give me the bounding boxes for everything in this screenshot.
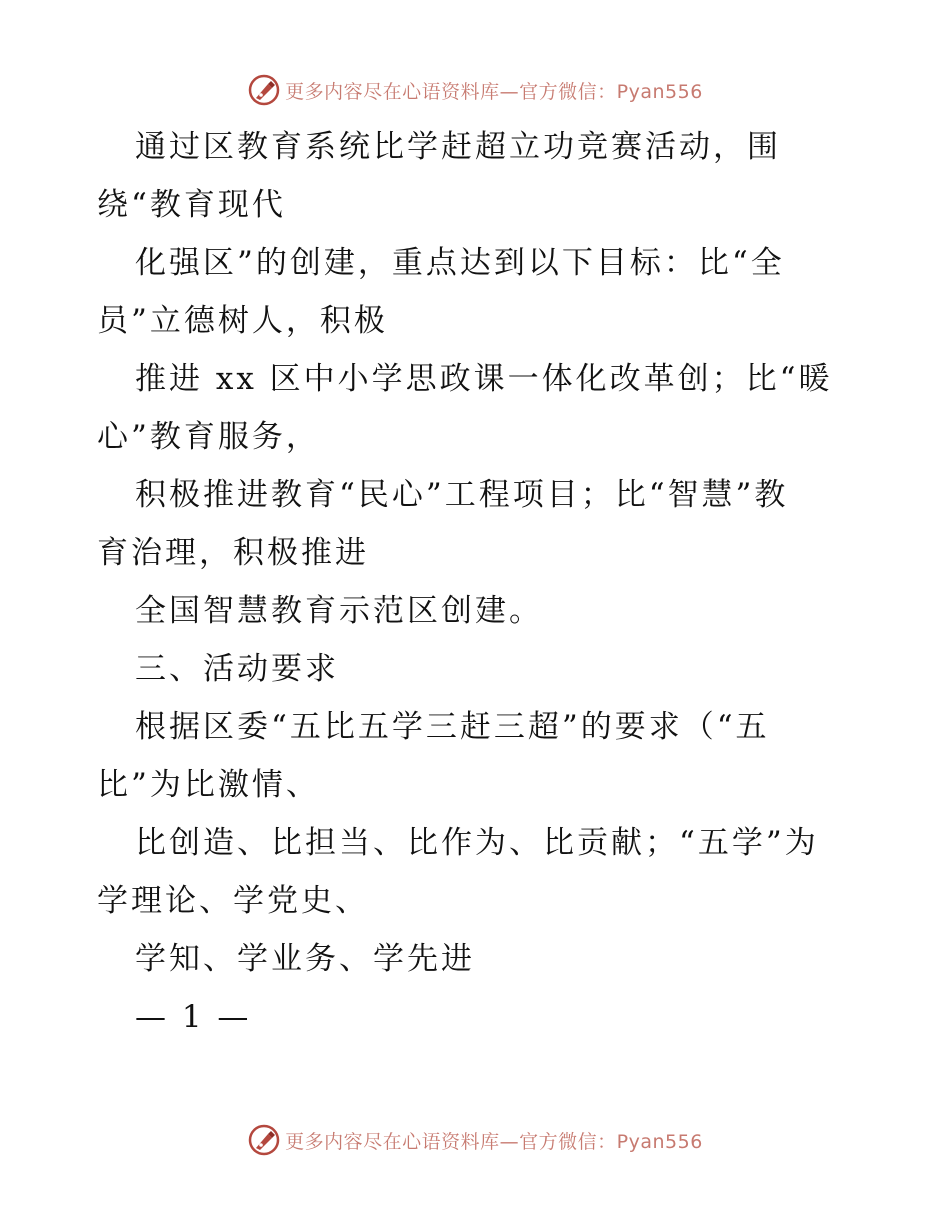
body-line: 积极推进教育“民心”工程项目；比“智慧”教 xyxy=(135,477,789,513)
body-line: 根据区委“五比五学三赶三超”的要求（“五 xyxy=(135,709,770,745)
body-line: 推进 xx 区中小学思政课一体化改革创；比“暖 xyxy=(135,361,833,397)
body-line: 绕“教育现代 xyxy=(97,187,286,223)
body-line: 心”教育服务， xyxy=(97,419,320,455)
footer-watermark xyxy=(0,1120,950,1160)
pen-nib-icon xyxy=(247,73,281,107)
document-body xyxy=(97,118,857,1046)
watermark-text: 更多内容尽在心语资料库—官方微信：Pyan556 xyxy=(285,80,703,103)
body-line: 员”立德树人，积极 xyxy=(97,303,388,339)
body-line: 比”为比激情、 xyxy=(97,767,320,803)
body-line: 学知、学业务、学先进 xyxy=(135,941,475,977)
body-line: 化强区”的创建，重点达到以下目标：比“全 xyxy=(135,245,785,281)
pen-nib-icon xyxy=(247,1123,281,1157)
body-line: 育治理，积极推进 xyxy=(97,535,369,571)
body-line: 学理论、学党史、 xyxy=(97,883,369,919)
body-line: 全国智慧教育示范区创建。 xyxy=(135,593,543,629)
page-number: — 1 — xyxy=(135,999,252,1035)
header-watermark xyxy=(0,70,950,110)
body-line: 比创造、比担当、比作为、比贡献；“五学”为 xyxy=(135,825,819,861)
section-heading: 三、活动要求 xyxy=(135,651,339,687)
watermark-text: 更多内容尽在心语资料库—官方微信：Pyan556 xyxy=(285,1130,703,1153)
body-line: 通过区教育系统比学赶超立功竞赛活动，围 xyxy=(135,129,781,165)
